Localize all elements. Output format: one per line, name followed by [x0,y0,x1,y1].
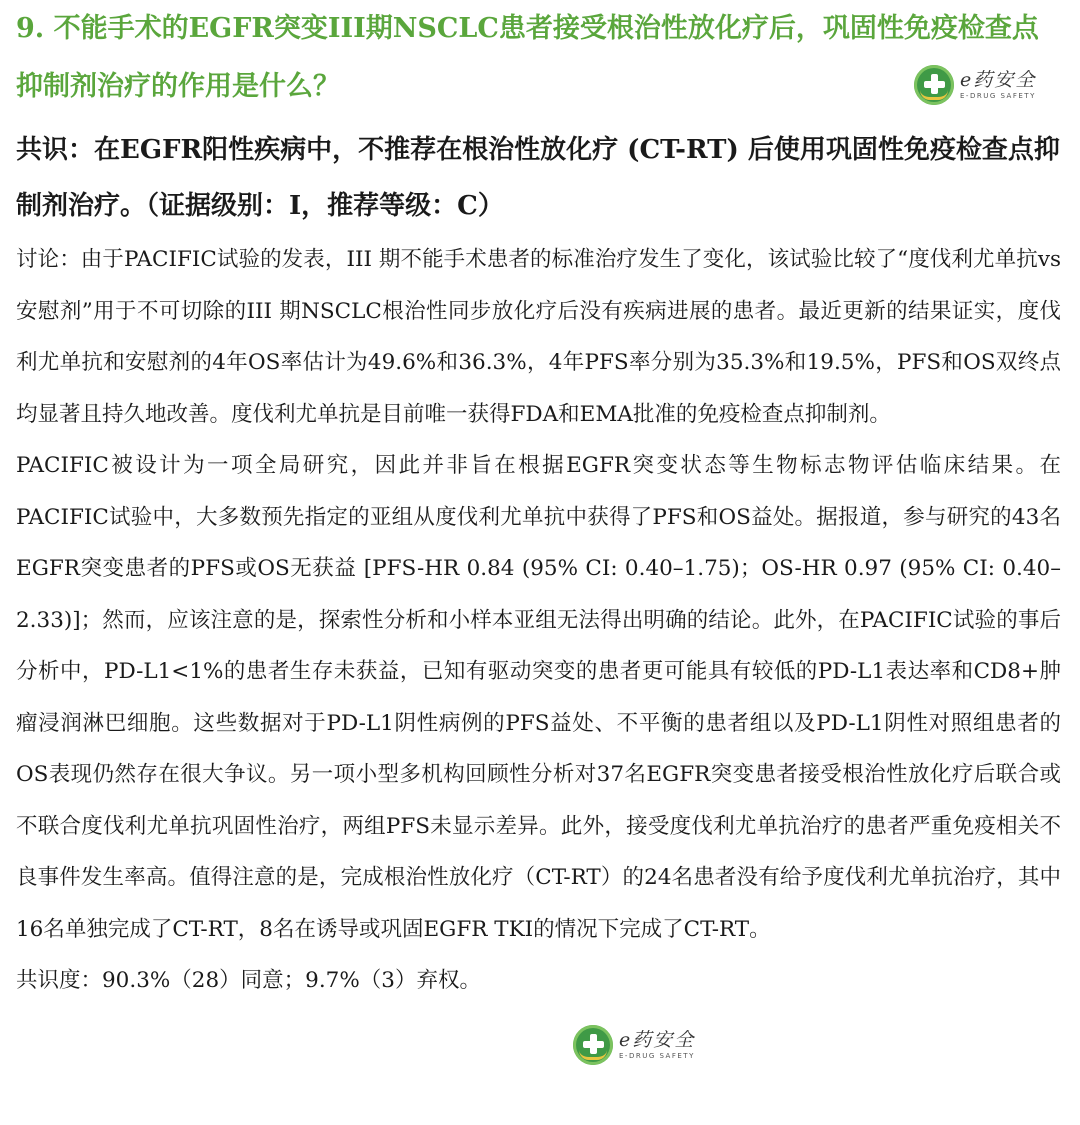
watermark-en: E-DRUG SAFETY [960,91,1036,100]
pharmacy-cross-icon [573,1025,613,1065]
question-heading: 9. 不能手术的EGFR突变III期NSCLC患者接受根治性放化疗后，巩固性免疫检查点抑制剂治疗的作用是什么？ [16,13,1039,102]
document-page [16,0,1066,1007]
watermark-logo-top [914,65,1036,105]
consensus-statement: 共识：在EGFR阳性疾病中，不推荐在根治性放化疗 (CT-RT) 后使用巩固性免疫检查点抑制剂治疗。（证据级别：I，推荐等级：C） [16,135,1060,221]
pharmacy-cross-icon [914,65,954,105]
watermark-en: E-DRUG SAFETY [619,1051,695,1060]
watermark-cn: e药安全 [619,1028,696,1051]
discussion-paragraph-1: 讨论：由于PACIFIC试验的发表，III 期不能手术患者的标准治疗发生了变化，该试验比较了“度伐利尤单抗vs安慰剂”用于不可切除的III 期NSCLC根治性同步放化疗后没有疾病进展的患者。最近更新的结果证实，度伐利尤单抗和安慰剂的4年OS率估计为49.6%和36.3%，4年PFS率分别为35.3%和19.5%，PFS和OS双终点均显著且持久地改善。度伐利尤单抗是目前唯一获得FDA和EMA批准的免疫检查点抑制剂。 [16,247,1061,427]
watermark-logo-bottom [573,1025,695,1065]
agreement-line: 共识度：90.3%（28）同意；9.7%（3）弃权。 [16,968,481,993]
watermark-cn: e药安全 [960,68,1037,91]
discussion-paragraph-2: PACIFIC被设计为一项全局研究，因此并非旨在根据EGFR突变状态等生物标志物评估临床结果。在PACIFIC试验中，大多数预先指定的亚组从度伐利尤单抗中获得了PFS和OS益处。据报道，参与研究的43名EGFR突变患者的PFS或OS无获益 [PFS-HR 0.84 (95% CI: 0.40–1.75)；OS-HR 0.97 (95% CI: 0.40–2.33)]；然而，应该注意的是，探索性分析和小样本亚组无法得出明确的结论。此外，在PACIFIC试验的事后分析中，PD-L1<1%的患者生存未获益，已知有驱动突变的患者更可能具有较低的PD-L1表达率和CD8+肿瘤浸润淋巴细胞。这些数据对于PD-L1阴性病例的PFS益处、不平衡的患者组以及PD-L1阴性对照组患者的 OS表现仍然存在很大争议。另一项小型多机构回顾性分析对37名EGFR突变患者接受根治性放化疗后联合或不联合度伐利尤单抗巩固性治疗，两组PFS未显示差异。此外，接受度伐利尤单抗治疗的患者严重免疫相关不良事件发生率高。值得注意的是，完成根治性放化疗（CT-RT）的24名患者没有给予度伐利尤单抗治疗，其中16名单独完成了CT-RT，8名在诱导或巩固EGFR TKI的情况下完成了CT-RT。 [16,453,1061,942]
